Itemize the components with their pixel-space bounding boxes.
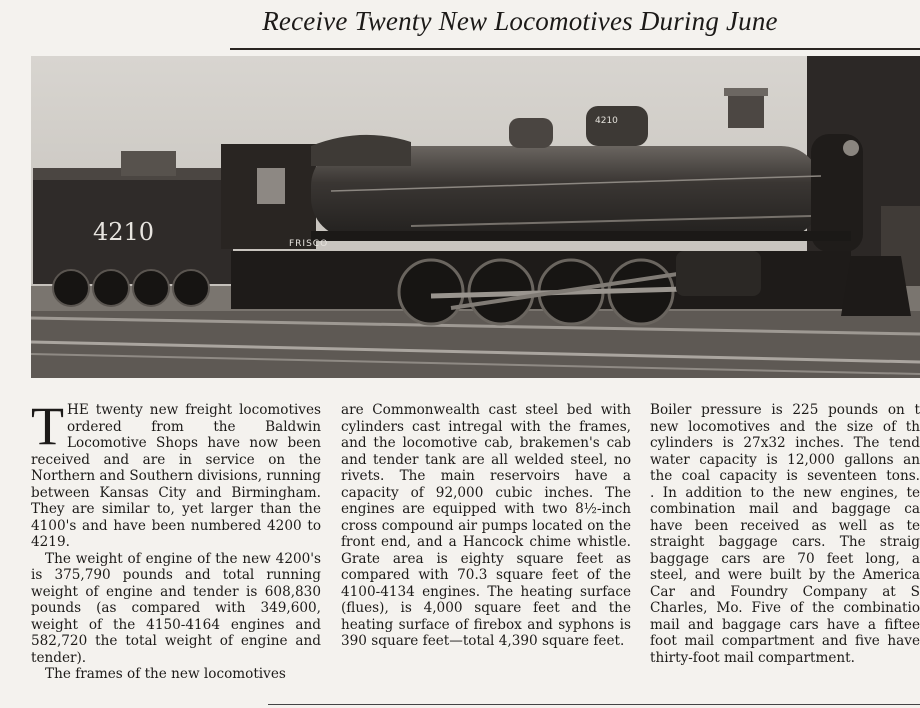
locomotive-illustration bbox=[31, 56, 920, 378]
paragraph: The weight of engine of the new 4200's is 375,790 pounds and total running weight of engine and tender is 608,830 pounds (as compared with 349,600, weight of the 4150-4164 engines and 582,720 the total weight of engine and tender). bbox=[31, 550, 321, 666]
locomotive-photo bbox=[31, 56, 920, 378]
tender-number: 4210 bbox=[93, 218, 155, 246]
article-column-2 bbox=[341, 402, 631, 650]
text-line: combination mail and baggage ca bbox=[650, 501, 920, 517]
headline-rule bbox=[230, 48, 920, 50]
text-line: steel, and were built by the America bbox=[650, 567, 920, 583]
cab-lettering: FRISCO bbox=[289, 239, 329, 249]
article-column-1 bbox=[31, 396, 321, 683]
footer-rule bbox=[268, 704, 920, 705]
dome-number: 4210 bbox=[595, 116, 618, 126]
text-line: Boiler pressure is 225 pounds on t bbox=[650, 402, 920, 418]
text-line: . In addition to the new engines, te bbox=[650, 484, 920, 501]
paragraph-text: HE twenty new freight locomotives ordered from the Baldwin Locomotive Shops have now been received and are in service on the Northern and Southern divisions, running between Kansas City and Birmingham. They are similar to, yet larger than the 4100's and have been numbered 4200 to 4219. bbox=[31, 402, 321, 550]
drop-cap: T bbox=[31, 396, 64, 456]
text-line: baggage cars are 70 feet long, a bbox=[650, 550, 920, 567]
text-line: thirty-foot mail compartment. bbox=[650, 649, 855, 666]
text-line: straight baggage cars. The straig bbox=[650, 534, 920, 550]
article-headline: Receive Twenty New Locomotives During June bbox=[262, 6, 778, 36]
article-column-3 bbox=[650, 402, 920, 666]
text-line: water capacity is 12,000 gallons an bbox=[650, 451, 920, 468]
text-line: new locomotives and the size of th bbox=[650, 418, 920, 435]
paragraph bbox=[31, 396, 321, 551]
text-line: the coal capacity is seventeen tons. bbox=[650, 468, 920, 484]
text-line: cylinders is 27x32 inches. The tend bbox=[650, 435, 920, 451]
text-line: Charles, Mo. Five of the combinatio bbox=[650, 600, 920, 616]
paragraph: The frames of the new locomotives bbox=[45, 666, 286, 682]
text-line: foot mail compartment and five have bbox=[650, 633, 920, 649]
text-line: have been received as well as te bbox=[650, 517, 920, 534]
text-line: Car and Foundry Company at S bbox=[650, 583, 920, 600]
text-line: mail and baggage cars have a fiftee bbox=[650, 616, 920, 633]
paragraph: are Commonwealth cast steel bed with cylinders cast intregal with the frames, and the locomotive cab, brakemen's cab and tender tank are all welded steel, no rivets. The main reservoirs have a capacity of 92,000 cubic inches. The engines are equipped with two 8½-inch cross compound air pumps located on the front end, and a Hancock chime whistle. Grate area is eighty square feet as compared with 70.3 square feet of the 4100-4134 engines. The heating surface (flues), is 4,000 square feet and the heating surface of firebox and syphons is 390 square feet—total 4,390 square feet. bbox=[341, 402, 631, 649]
